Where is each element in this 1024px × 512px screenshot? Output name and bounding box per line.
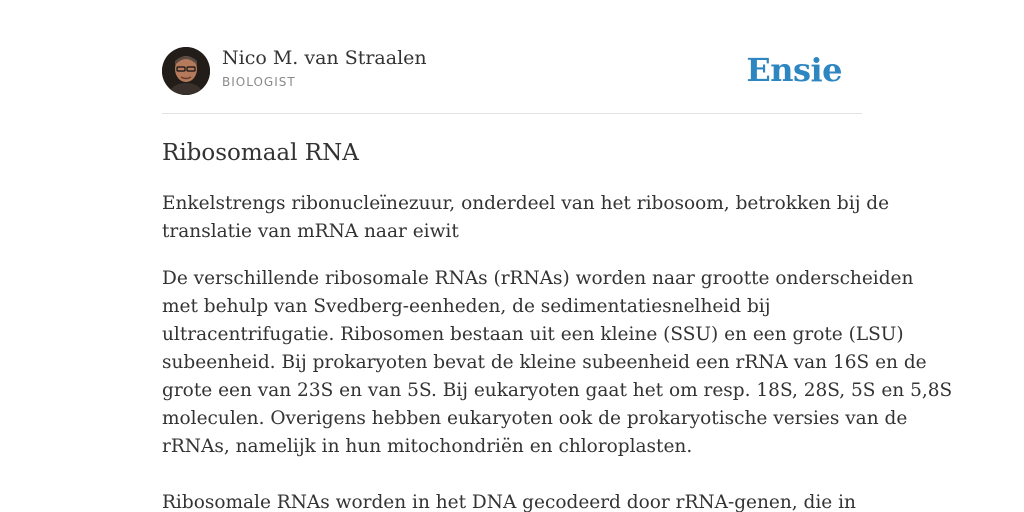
author-portrait-icon	[162, 47, 210, 95]
body-line: met behulp van Svedberg-eenheden, de sedimentatiesnelheid bij	[162, 296, 771, 317]
author-role: BIOLOGIST	[222, 75, 296, 89]
body-paragraph	[162, 265, 953, 461]
article-summary	[162, 190, 890, 246]
body-line: De verschillende ribosomale RNAs (rRNAs) worden naar grootte onderscheiden	[162, 268, 914, 289]
body-line: subeenheid. Bij prokaryoten bevat de kleine subeenheid een rRNA van 16S en de	[162, 352, 927, 373]
body-paragraph	[162, 489, 862, 512]
body-line: grote een van 23S en van 5S. Bij eukaryoten gaat het om resp. 18S, 28S, 5S en 5,8S	[162, 380, 953, 401]
author-name[interactable]: Nico M. van Straalen	[222, 47, 427, 69]
ensie-logo[interactable]: Ensie	[746, 51, 842, 89]
body-line: Ribosomale RNAs worden in het DNA gecodeerd door rRNA-genen, die in	[162, 492, 856, 512]
page-title: Ribosomaal RNA	[162, 140, 359, 166]
author-header	[162, 0, 862, 114]
body-line: rRNAs, namelijk in hun mitochondriën en chloroplasten.	[162, 436, 693, 457]
article-body	[162, 265, 953, 512]
summary-line: translatie van mRNA naar eiwit	[162, 221, 459, 242]
body-line: ultracentrifugatie. Ribosomen bestaan uit een kleine (SSU) en een grote (LSU)	[162, 324, 904, 345]
body-line: moleculen. Overigens hebben eukaryoten ook de prokaryotische versies van de	[162, 408, 908, 429]
author-avatar[interactable]	[162, 47, 210, 95]
summary-line: Enkelstrengs ribonucleïnezuur, onderdeel van het ribosoom, betrokken bij de	[162, 193, 890, 214]
article-page	[162, 0, 953, 512]
